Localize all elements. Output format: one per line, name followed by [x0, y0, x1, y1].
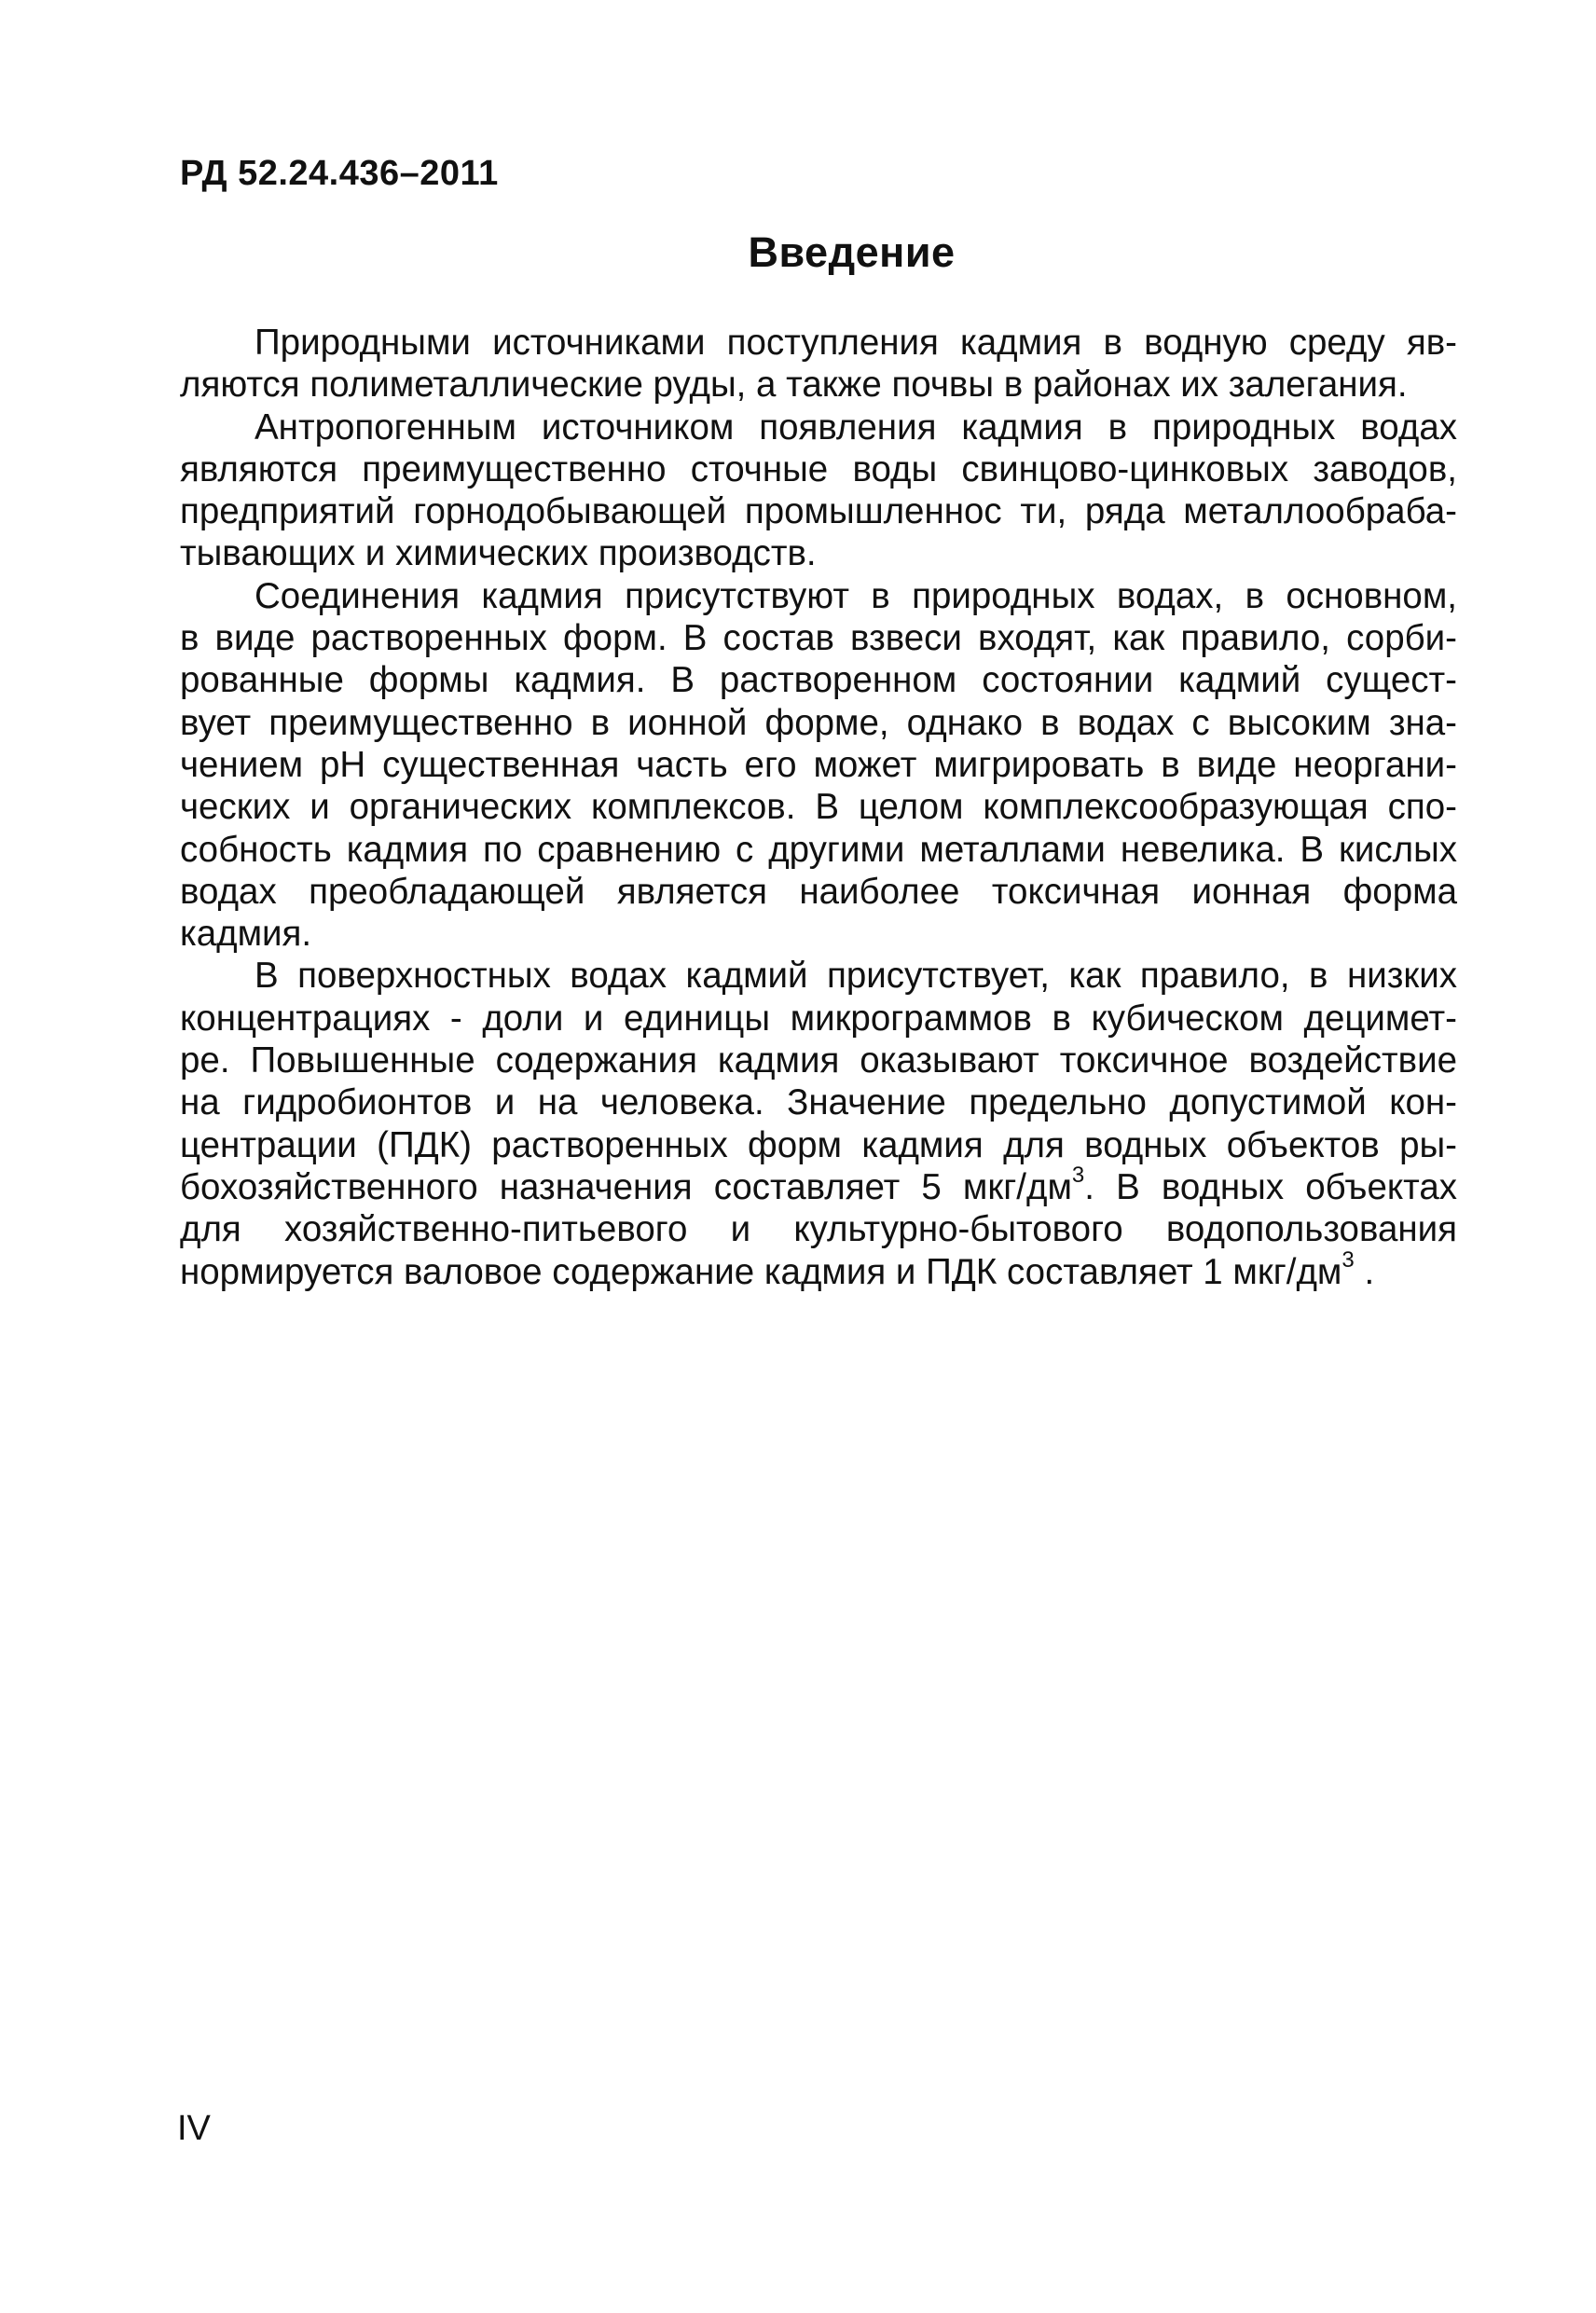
text-line: для хозяйственно-питьевого и культурно-бытового водопользования	[180, 1209, 1457, 1250]
text-line: рованные формы кадмия. В растворенном состоянии кадмий сущест-	[180, 660, 1457, 701]
text-line: вует преимущественно в ионной форме, однако в водах с высоким зна-	[180, 702, 1457, 743]
text-line: предприятий горнодобывающей промышленнос ти, ряда металлообраба-	[180, 491, 1457, 532]
text-line: на гидробионтов и на человека. Значение предельно допустимой кон-	[180, 1082, 1457, 1123]
text-line: кадмия.	[180, 914, 312, 955]
page-number: IV	[177, 2109, 211, 2148]
text-line: ре. Повышенные содержания кадмия оказывают токсичное воздействие	[180, 1040, 1457, 1081]
text-line: чением pH существенная часть его может мигрировать в виде неоргани-	[180, 744, 1457, 785]
superscript: 3	[1071, 1163, 1085, 1189]
text-line: Природными источниками поступления кадмия в водную среду яв-	[255, 323, 1457, 363]
text-line: Антропогенным источником появления кадмия в природных водах	[255, 406, 1457, 447]
text-fragment: . В водных объектах	[1084, 1166, 1457, 1207]
text-fragment: нормируется валовое содержание кадмия и ПДК составляет 1 мкг/дм	[180, 1251, 1342, 1292]
text-line	[180, 1163, 1457, 1208]
text-line: тывающих и химических производств.	[180, 533, 817, 574]
text-line: ляются полиметаллические руды, а также почвы в районах их залегания.	[180, 365, 1408, 406]
text-line	[180, 1246, 1457, 1293]
text-line: ческих и органических комплексов. В целом комплексообразующая спо-	[180, 787, 1457, 828]
text-line: в виде растворенных форм. В состав взвеси входят, как правило, сорби-	[180, 618, 1457, 659]
text-line: являются преимущественно сточные воды свинцово-цинковых заводов,	[180, 448, 1457, 489]
introduction-text	[180, 322, 1457, 1293]
text-fragment: .	[1354, 1251, 1375, 1292]
text-line: В поверхностных водах кадмий присутствует, как правило, в низких	[255, 956, 1457, 997]
text-line: собность кадмия по сравнению с другими металлами невелика. В кислых	[180, 829, 1457, 870]
section-title: Введение	[748, 228, 956, 276]
document-code: РД 52.24.436–2011	[180, 154, 499, 193]
text-line: Соединения кадмия присутствуют в природных водах, в основном,	[255, 575, 1457, 616]
text-line: концентрациях - доли и единицы микрограммов в кубическом децимет-	[180, 998, 1457, 1039]
text-fragment: бохозяйственного назначения составляет 5 мкг/дм	[180, 1166, 1072, 1207]
text-line: водах преобладающей является наиболее токсичная ионная форма	[180, 871, 1457, 912]
text-line: центрации (ПДК) растворенных форм кадмия для водных объектов ры-	[180, 1124, 1457, 1165]
superscript: 3	[1341, 1246, 1355, 1273]
